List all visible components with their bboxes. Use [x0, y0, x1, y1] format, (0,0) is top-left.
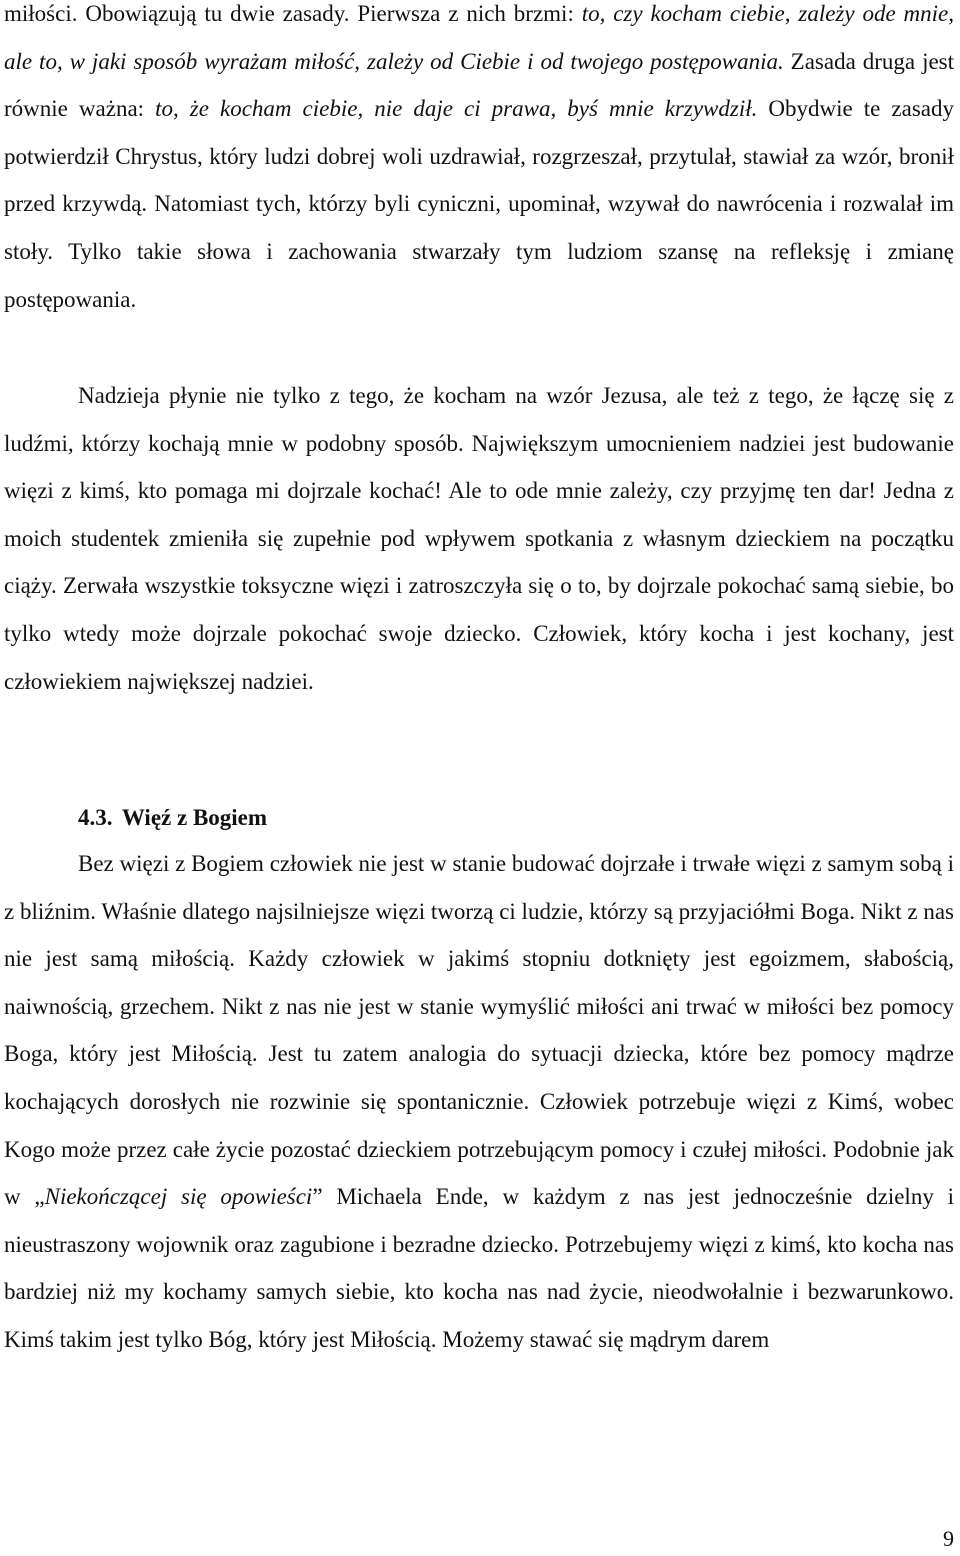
paragraph-1-text-a: miłości. Obowiązują tu dwie zasady. Pierwsza z nich brzmi: — [4, 1, 582, 26]
book-title-italic: Niekończącej się opowieści — [44, 1184, 313, 1210]
page-number: 9 — [943, 1526, 954, 1551]
paragraph-3-text-b: ” Michaela Ende, w każdym z nas jest jednocześnie dzielny i nieustraszony wojownik oraz zagubione i bezradne dziecko. Potrzebujemy więzi z kimś, kto kocha nas bardziej niż my kochamy samych siebie, kto kocha nas nad życie, nieodwołalnie i bezwarunkowo. Kimś takim jest tylko Bóg, który jest Miłością. Możemy stawać się mądrym darem — [4, 1184, 954, 1352]
paragraph-1-text-c: Obydwie te zasady potwierdził Chrystus, który ludzi dobrej woli uzdrawiał, rozgrzeszał, przytulał, stawiał za wzór, bronił przed krzywdą. Natomiast tych, którzy byli cyniczni, upominał, wzywał do nawrócenia i rozwalał im stoły. Tylko takie słowa i zachowania stwarzały tym ludziom szansę na refleksję i zmianę postępowania. — [4, 96, 955, 312]
paragraph-3 — [4, 840, 954, 1364]
paragraph-3-text-a: Bez więzi z Bogiem człowiek nie jest w stanie budować dojrzałe i trwałe więzi z samym sobą i z bliźnim. Właśnie dlatego najsilniejsze więzi tworzą ci ludzie, którzy są przyjaciółmi Boga. Nikt z nas nie jest samą miłością. Każdy człowiek w jakimś stopniu dotknięty jest egoizmem, słabością, naiwnością, grzechem. Nikt z nas nie jest w stanie wymyślić miłości ani trwać w miłości bez pomocy Boga, który jest Miłością. Jest tu zatem analogia do sytuacji dziecka, które bez pomocy mądrze kochających dorosłych nie rozwinie się spontanicznie. Człowiek potrzebuje więzi z Kimś, wobec Kogo może przez całe życie pozostać dzieckiem potrzebującym pomocy i czułej miłości. Podobnie jak w „ — [4, 851, 954, 1210]
rule-two-italic: to, że kocham ciebie, nie daje ci prawa, byś mnie krzywdził. — [155, 96, 758, 122]
paragraph-1-text-b: Zasada druga jest równie ważna: — [4, 48, 955, 122]
paragraph-1 — [4, 0, 954, 323]
section-number: 4.3. — [78, 805, 113, 830]
paragraph-2: Nadzieja płynie nie tylko z tego, że kocham na wzór Jezusa, ale też z tego, że łączę się z ludźmi, którzy kochają mnie w podobny sposób. Największym umocnieniem nadziei jest budowanie więzi z kimś, kto pomaga mi dojrzale kochać! Ale to ode mnie zależy, czy przyjmę ten dar! Jedna z moich studentek zmieniła się zupełnie pod wpływem spotkania z własnym dzieckiem na początku ciąży. Zerwała wszystkie toksyczne więzi i zatroszczyła się o to, by dojrzale pokochać samą siebie, bo tylko wtedy może dojrzale pokochać swoje dziecko. Człowiek, który kocha i jest kochany, jest człowiekiem największej nadziei. — [4, 383, 954, 694]
section-heading — [78, 798, 267, 838]
section-title: Więź z Bogiem — [121, 805, 268, 830]
rule-one-italic: to, czy kocham ciebie, zależy ode mnie, ale to, w jaki sposób wyrażam miłość, zależy od Ciebie i od twojego postępowania. — [4, 1, 954, 74]
